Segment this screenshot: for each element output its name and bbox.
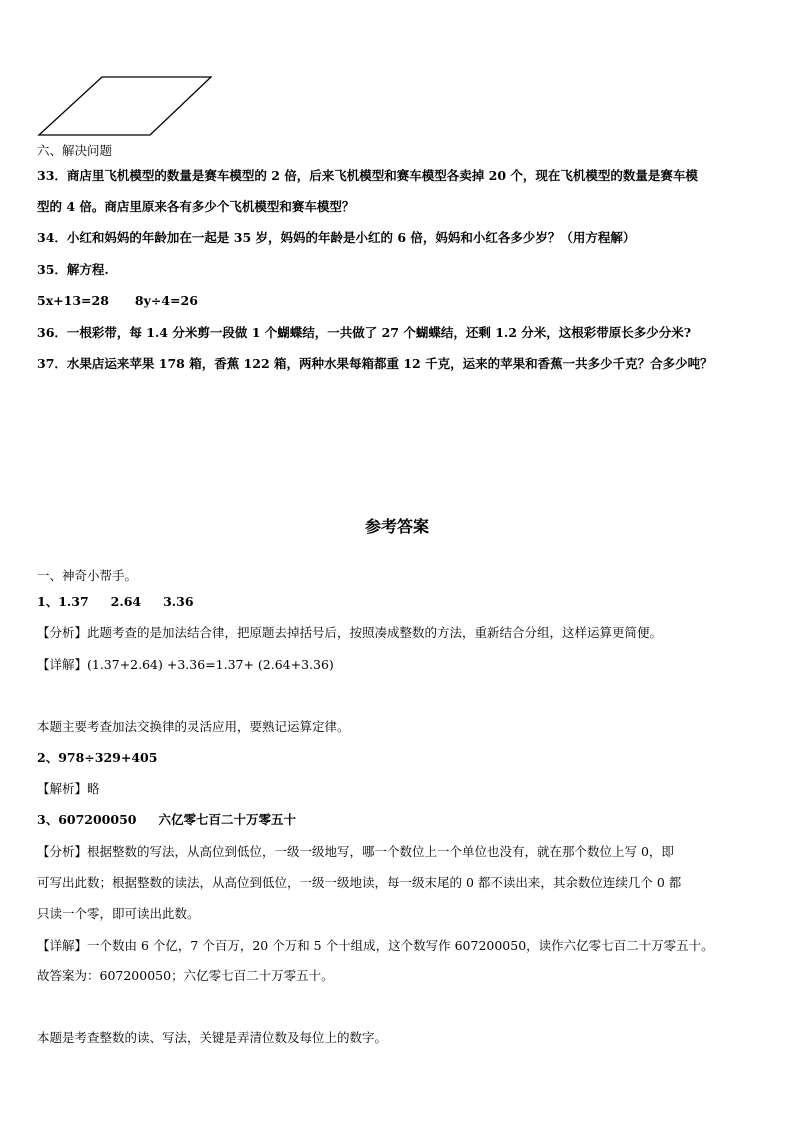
answer-1 (37, 593, 764, 611)
answer-1-detail: 【详解】(1.37+2.64) +3.36=1.37+ (2.64+3.36) (37, 657, 334, 672)
answer-2: 2、978÷329+405 (37, 750, 158, 765)
answer-1-summary: 本题主要考查加法交换律的灵活应用，要熟记运算定律。 (37, 719, 350, 734)
answers-part1-heading: 一、神奇小帮手。 (37, 568, 138, 583)
question-35: 35．解方程. (37, 262, 109, 277)
parallelogram-figure (36, 74, 214, 138)
answer-3-analysis-line1: 【分析】根据整数的写法，从高位到低位，一级一级地写，哪一个数位上一个单位也没有，就在那个数位上写 0，即 (37, 844, 674, 859)
question-37: 37．水果店运来苹果 178 箱，香蕉 122 箱，两种水果每箱都重 12 千克，运来的苹果和香蕉一共多少千克？合多少吨？ (37, 356, 713, 371)
question-33-line1: 33．商店里飞机模型的数量是赛车模型的 2 倍，后来飞机模型和赛车模型各卖掉 20 个，现在飞机模型的数量是赛车模 (37, 168, 698, 183)
answer-1-analysis: 【分析】此题考查的是加法结合律，把原题去掉括号后，按照凑成整数的方法，重新结合分组，这样运算更简便。 (37, 625, 663, 640)
answer-1-value-1: 1、1.37 (37, 594, 89, 609)
answer-1-value-2: 2.64 (110, 594, 142, 609)
answer-3-analysis-line2: 可写出此数；根据整数的读法，从高位到低位，一级一级地读，每一级末尾的 0 都不读出来，其余数位连续几个 0 都 (37, 875, 682, 890)
equation-1: 5x+13=28 (37, 293, 109, 308)
answer-3-analysis-line3: 只读一个零，即可读出此数。 (37, 906, 200, 921)
answer-3-detail-line1: 【详解】一个数由 6 个亿，7 个百万，20 个万和 5 个十组成，这个数写作 607200050，读作六亿零七百二十万零五十。 (37, 938, 714, 953)
answer-1-value-3: 3.36 (163, 594, 194, 609)
answer-3-detail-line2: 故答案为：607200050；六亿零七百二十万零五十。 (37, 968, 334, 983)
question-33-line2: 型的 4 倍。商店里原来各有多少个飞机模型和赛车模型？ (37, 199, 355, 214)
question-35-equations (37, 292, 764, 310)
question-36: 36．一根彩带，每 1.4 分米剪一段做 1 个蝴蝶结，一共做了 27 个蝴蝶结，还剩 1.2 分米，这根彩带原长多少分米? (37, 325, 692, 340)
answers-title: 参考答案 (364, 517, 429, 536)
question-34: 34．小红和妈妈的年龄加在一起是 35 岁，妈妈的年龄是小红的 6 倍，妈妈和小红各多少岁？（用方程解） (37, 230, 636, 245)
answer-2-analysis: 【解析】略 (37, 781, 100, 796)
answer-3-number: 3、607200050 (37, 812, 137, 827)
answer-3-words: 六亿零七百二十万零五十 (158, 812, 296, 827)
answer-3 (37, 811, 764, 829)
answer-3-summary: 本题是考查整数的读、写法，关键是弄清位数及每位上的数字。 (37, 1030, 388, 1045)
parallelogram-shape (39, 77, 211, 135)
section6-heading: 六、解决问题 (37, 143, 113, 158)
equation-2: 8y÷4=26 (134, 293, 198, 308)
